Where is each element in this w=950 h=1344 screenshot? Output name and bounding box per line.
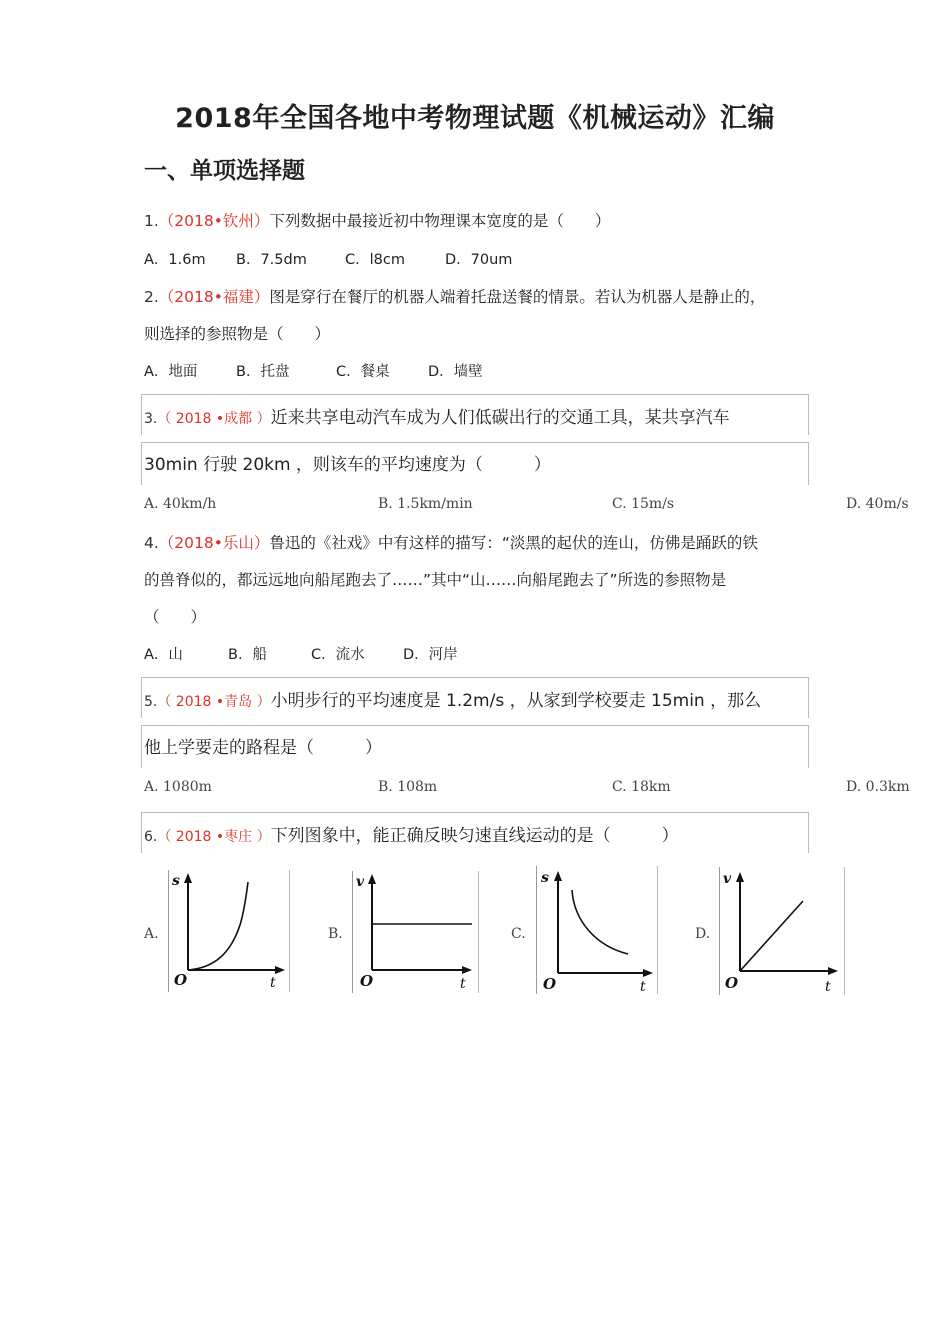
question-text-line: 则选择的参照物是（ ）: [144, 325, 331, 343]
question-number: 6.: [144, 829, 158, 845]
graph-a: [168, 870, 290, 992]
option-d: D．河岸: [403, 647, 458, 663]
origin-label: O: [543, 975, 557, 993]
question-text: 鲁迅的《社戏》中有这样的描写：“淡黑的起伏的连山，仿佛是踊跃的铁: [269, 534, 758, 552]
section-heading: 一、单项选择题: [144, 158, 305, 184]
option-a: A. 1080m: [144, 779, 212, 795]
origin-label: O: [360, 972, 374, 990]
question-number: 3.: [144, 411, 158, 427]
origin-label: O: [174, 971, 188, 989]
question-1: [144, 209, 610, 231]
question-text: 近来共享电动汽车成为人们低碳出行的交通工具，某共享汽车: [270, 408, 730, 428]
question-6: [144, 821, 679, 846]
option-b: B. 108m: [378, 779, 438, 795]
question-text-line: 他上学要走的路程是（ ）: [144, 738, 382, 758]
x-axis-label: t: [460, 976, 466, 992]
option-c: C. 18km: [612, 779, 671, 795]
option-d: D．70um: [445, 252, 513, 268]
question-text-line: （ ）: [144, 608, 207, 626]
graph-option-label-d: D.: [695, 926, 711, 942]
x-axis-label: t: [825, 979, 831, 995]
y-axis-label: v: [356, 874, 365, 890]
option-b: B．船: [228, 647, 267, 663]
question-text: 图是穿行在餐厅的机器人端着托盘送餐的情景。若认为机器人是静止的，: [269, 288, 766, 306]
question-text: 小明步行的平均速度是 1.2m/s ，从家到学校要走 15min ，那么: [270, 691, 762, 711]
question-2: [144, 285, 765, 307]
page-title: 2018年全国各地中考物理试题《机械运动》汇编: [175, 103, 775, 134]
option-a: A. 40km/h: [144, 496, 217, 512]
option-a: A．地面: [144, 364, 198, 380]
graph-option-label-a: A.: [144, 926, 159, 942]
graph-c: [536, 866, 658, 994]
question-text-line: 30min 行驶 20km ，则该车的平均速度为（ ）: [144, 455, 551, 475]
graph-d: [719, 867, 845, 995]
option-a: A．山: [144, 647, 183, 663]
option-c: C．流水: [311, 647, 365, 663]
question-5: [144, 686, 761, 711]
y-axis-label: v: [723, 871, 732, 887]
option-d: D. 0.3km: [846, 779, 910, 795]
question-3: [144, 403, 730, 428]
question-source-tag: （ 2018 •青岛 ）: [157, 694, 271, 710]
option-b: B．7.5dm: [236, 252, 307, 268]
graph-b: [352, 871, 479, 993]
option-c: C. 15m/s: [612, 496, 675, 512]
question-text-line: 的兽脊似的，都远远地向船尾跑去了……”其中“山……向船尾跑去了”所选的参照物是: [144, 571, 727, 589]
origin-label: O: [725, 974, 739, 992]
y-axis-label: s: [172, 873, 180, 889]
question-text: 下列图象中，能正确反映匀速直线运动的是（ ）: [270, 826, 679, 846]
graph-option-label-b: B.: [328, 926, 343, 942]
question-4: [144, 531, 758, 553]
x-axis-label: t: [640, 979, 646, 994]
question-number: 1.: [144, 212, 159, 230]
option-d: D. 40m/s: [846, 496, 909, 512]
question-text: 下列数据中最接近初中物理课本宽度的是（ ）: [269, 212, 611, 230]
option-c: C．餐桌: [336, 364, 390, 380]
question-number: 2.: [144, 288, 159, 306]
y-axis-label: s: [541, 870, 549, 886]
question-source-tag: （2018•乐山）: [158, 534, 270, 552]
question-source-tag: （2018•钦州）: [158, 212, 270, 230]
option-b: B. 1.5km/min: [378, 496, 473, 512]
option-c: C．l8cm: [345, 252, 405, 268]
question-source-tag: （ 2018 •枣庄 ）: [157, 829, 271, 845]
question-number: 5.: [144, 694, 158, 710]
question-source-tag: （2018•福建）: [158, 288, 270, 306]
x-axis-label: t: [270, 975, 276, 991]
question-number: 4.: [144, 534, 159, 552]
option-d: D．墙壁: [428, 364, 483, 380]
option-b: B．托盘: [236, 364, 290, 380]
option-a: A．1.6m: [144, 252, 206, 268]
question-source-tag: （ 2018 •成都 ）: [157, 411, 271, 427]
graph-option-label-c: C.: [511, 926, 526, 942]
